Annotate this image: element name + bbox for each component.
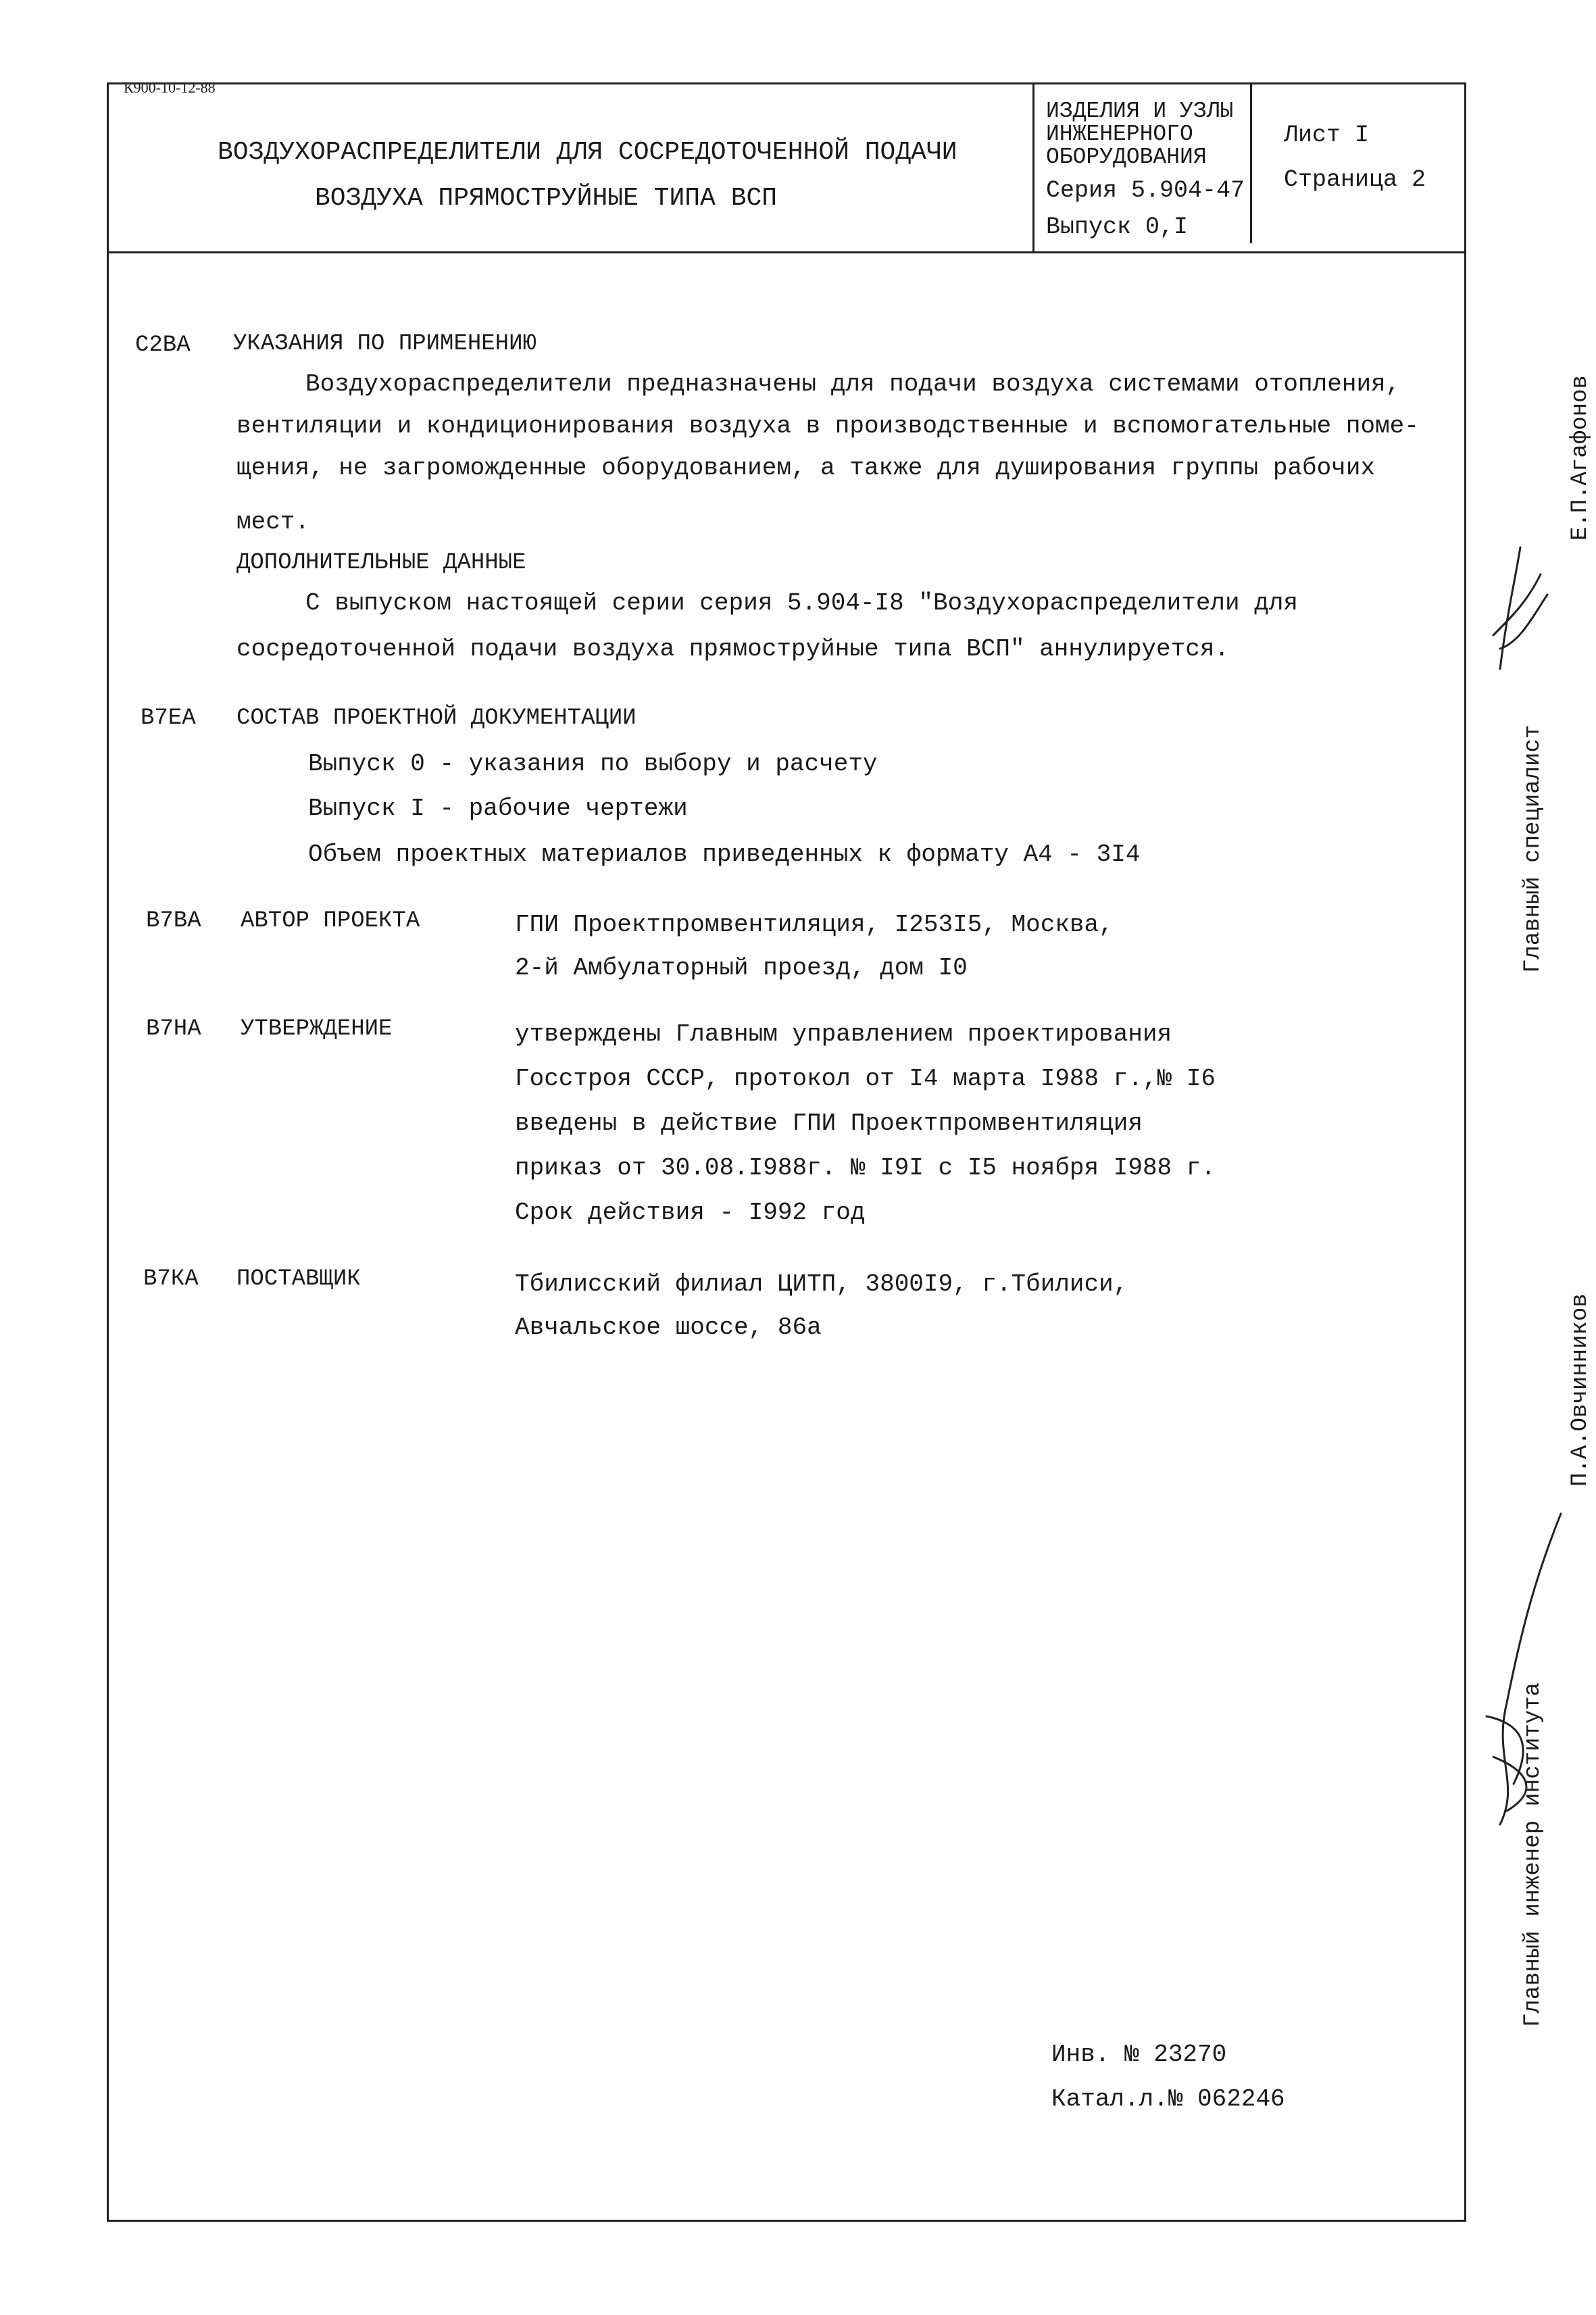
signature-engineer: [1453, 1500, 1588, 1851]
application-line: мест.: [236, 508, 310, 536]
section-heading-composition: СОСТАВ ПРОЕКТНОЙ ДОКУМЕНТАЦИИ: [236, 705, 637, 731]
document-title-line1: ВОЗДУХОРАСПРЕДЕЛИТЕЛИ ДЛЯ СОСРЕДОТОЧЕННОЙ ПОДАЧИ: [218, 138, 957, 167]
approval-line: Госстроя СССР, протокол от I4 марта I988 г.,№ I6: [515, 1065, 1216, 1093]
document-title-line2: ВОЗДУХА ПРЯМОСТРУЙНЫЕ ТИПА ВСП: [315, 184, 778, 213]
section-label-supplier: ПОСТАВЩИК: [236, 1266, 361, 1292]
section-label-approval: УТВЕРЖДЕНИЕ: [241, 1016, 393, 1042]
application-line: щения, не загроможденные оборудованием, а также для душирования группы рабочих: [236, 454, 1376, 482]
section-label-author: АВТОР ПРОЕКТА: [241, 908, 420, 934]
supplier-line: Авчальское шоссе, 86а: [515, 1314, 822, 1341]
margin-engineer-name: П.А.Овчинников: [1568, 1293, 1593, 1487]
header-bottom-rule: [107, 251, 1466, 253]
section-code-author: В7ВА: [146, 908, 201, 934]
margin-engineer-label: Главный инженер института: [1520, 1682, 1546, 2027]
margin-specialist-name: Е.П.Агафонов: [1568, 375, 1593, 541]
category-line1: ИЗДЕЛИЯ И УЗЛЫ: [1046, 99, 1234, 124]
additional-data-line: С выпуском настоящей серии серия 5.904-I8 "Воздухораспределители для: [305, 589, 1299, 617]
composition-line: Объем проектных материалов приведенных к формату А4 - 3I4: [308, 841, 1141, 868]
page-frame: [107, 82, 1466, 2222]
category-line2: ИНЖЕНЕРНОГО: [1046, 122, 1193, 147]
inventory-number: Инв. № 23270: [1051, 2041, 1227, 2068]
additional-data-heading: ДОПОЛНИТЕЛЬНЫЕ ДАННЫЕ: [236, 550, 526, 576]
header-divider-2: [1250, 82, 1252, 243]
composition-line: Выпуск 0 - указания по выбору и расчету: [308, 750, 878, 778]
approval-line: Срок действия - I992 год: [515, 1199, 866, 1226]
section-code-approval: В7НА: [146, 1016, 201, 1042]
issue-number: Выпуск 0,I: [1046, 214, 1189, 241]
approval-line: приказ от 30.08.I988г. № I9I с I5 ноября I988 г.: [515, 1154, 1216, 1182]
section-code-composition: В7ЕА: [141, 705, 196, 731]
section-heading-application: УКАЗАНИЯ ПО ПРИМЕНЕНИЮ: [233, 331, 537, 357]
additional-data-line: сосредоточенной подачи воздуха прямоструйные типа ВСП" аннулируется.: [236, 635, 1230, 663]
margin-specialist-label: Главный специалист: [1520, 724, 1546, 973]
supplier-line: Тбилисский филиал ЦИТП, 3800I9, г.Тбилиси,: [515, 1270, 1128, 1298]
approval-line: утверждены Главным управлением проектирования: [515, 1020, 1172, 1048]
sheet-number: Лист I: [1284, 122, 1370, 149]
document-code: К900-10-12-88: [124, 79, 216, 96]
catalog-number: Катал.л.№ 062246: [1051, 2085, 1285, 2113]
author-line: 2-й Амбулаторный проезд, дом I0: [515, 954, 968, 982]
category-line3: ОБОРУДОВАНИЯ: [1046, 145, 1207, 170]
application-line: вентиляции и кондиционирования воздуха в производственные и вспомогательные поме-: [236, 412, 1419, 440]
application-line: Воздухораспределители предназначены для подачи воздуха системами отопления,: [305, 370, 1401, 398]
signature-specialist: [1473, 534, 1561, 696]
author-line: ГПИ Проектпромвентиляция, I253I5, Москва,: [515, 911, 1114, 939]
section-code-supplier: В7КА: [143, 1266, 199, 1292]
series-number: Серия 5.904-47: [1046, 177, 1245, 204]
section-code-application: С2ВА: [135, 332, 191, 358]
header-divider-1: [1032, 82, 1034, 251]
composition-line: Выпуск I - рабочие чертежи: [308, 795, 688, 822]
page-number: Страница 2: [1284, 166, 1426, 193]
approval-line: введены в действие ГПИ Проектпромвентиляция: [515, 1110, 1143, 1137]
